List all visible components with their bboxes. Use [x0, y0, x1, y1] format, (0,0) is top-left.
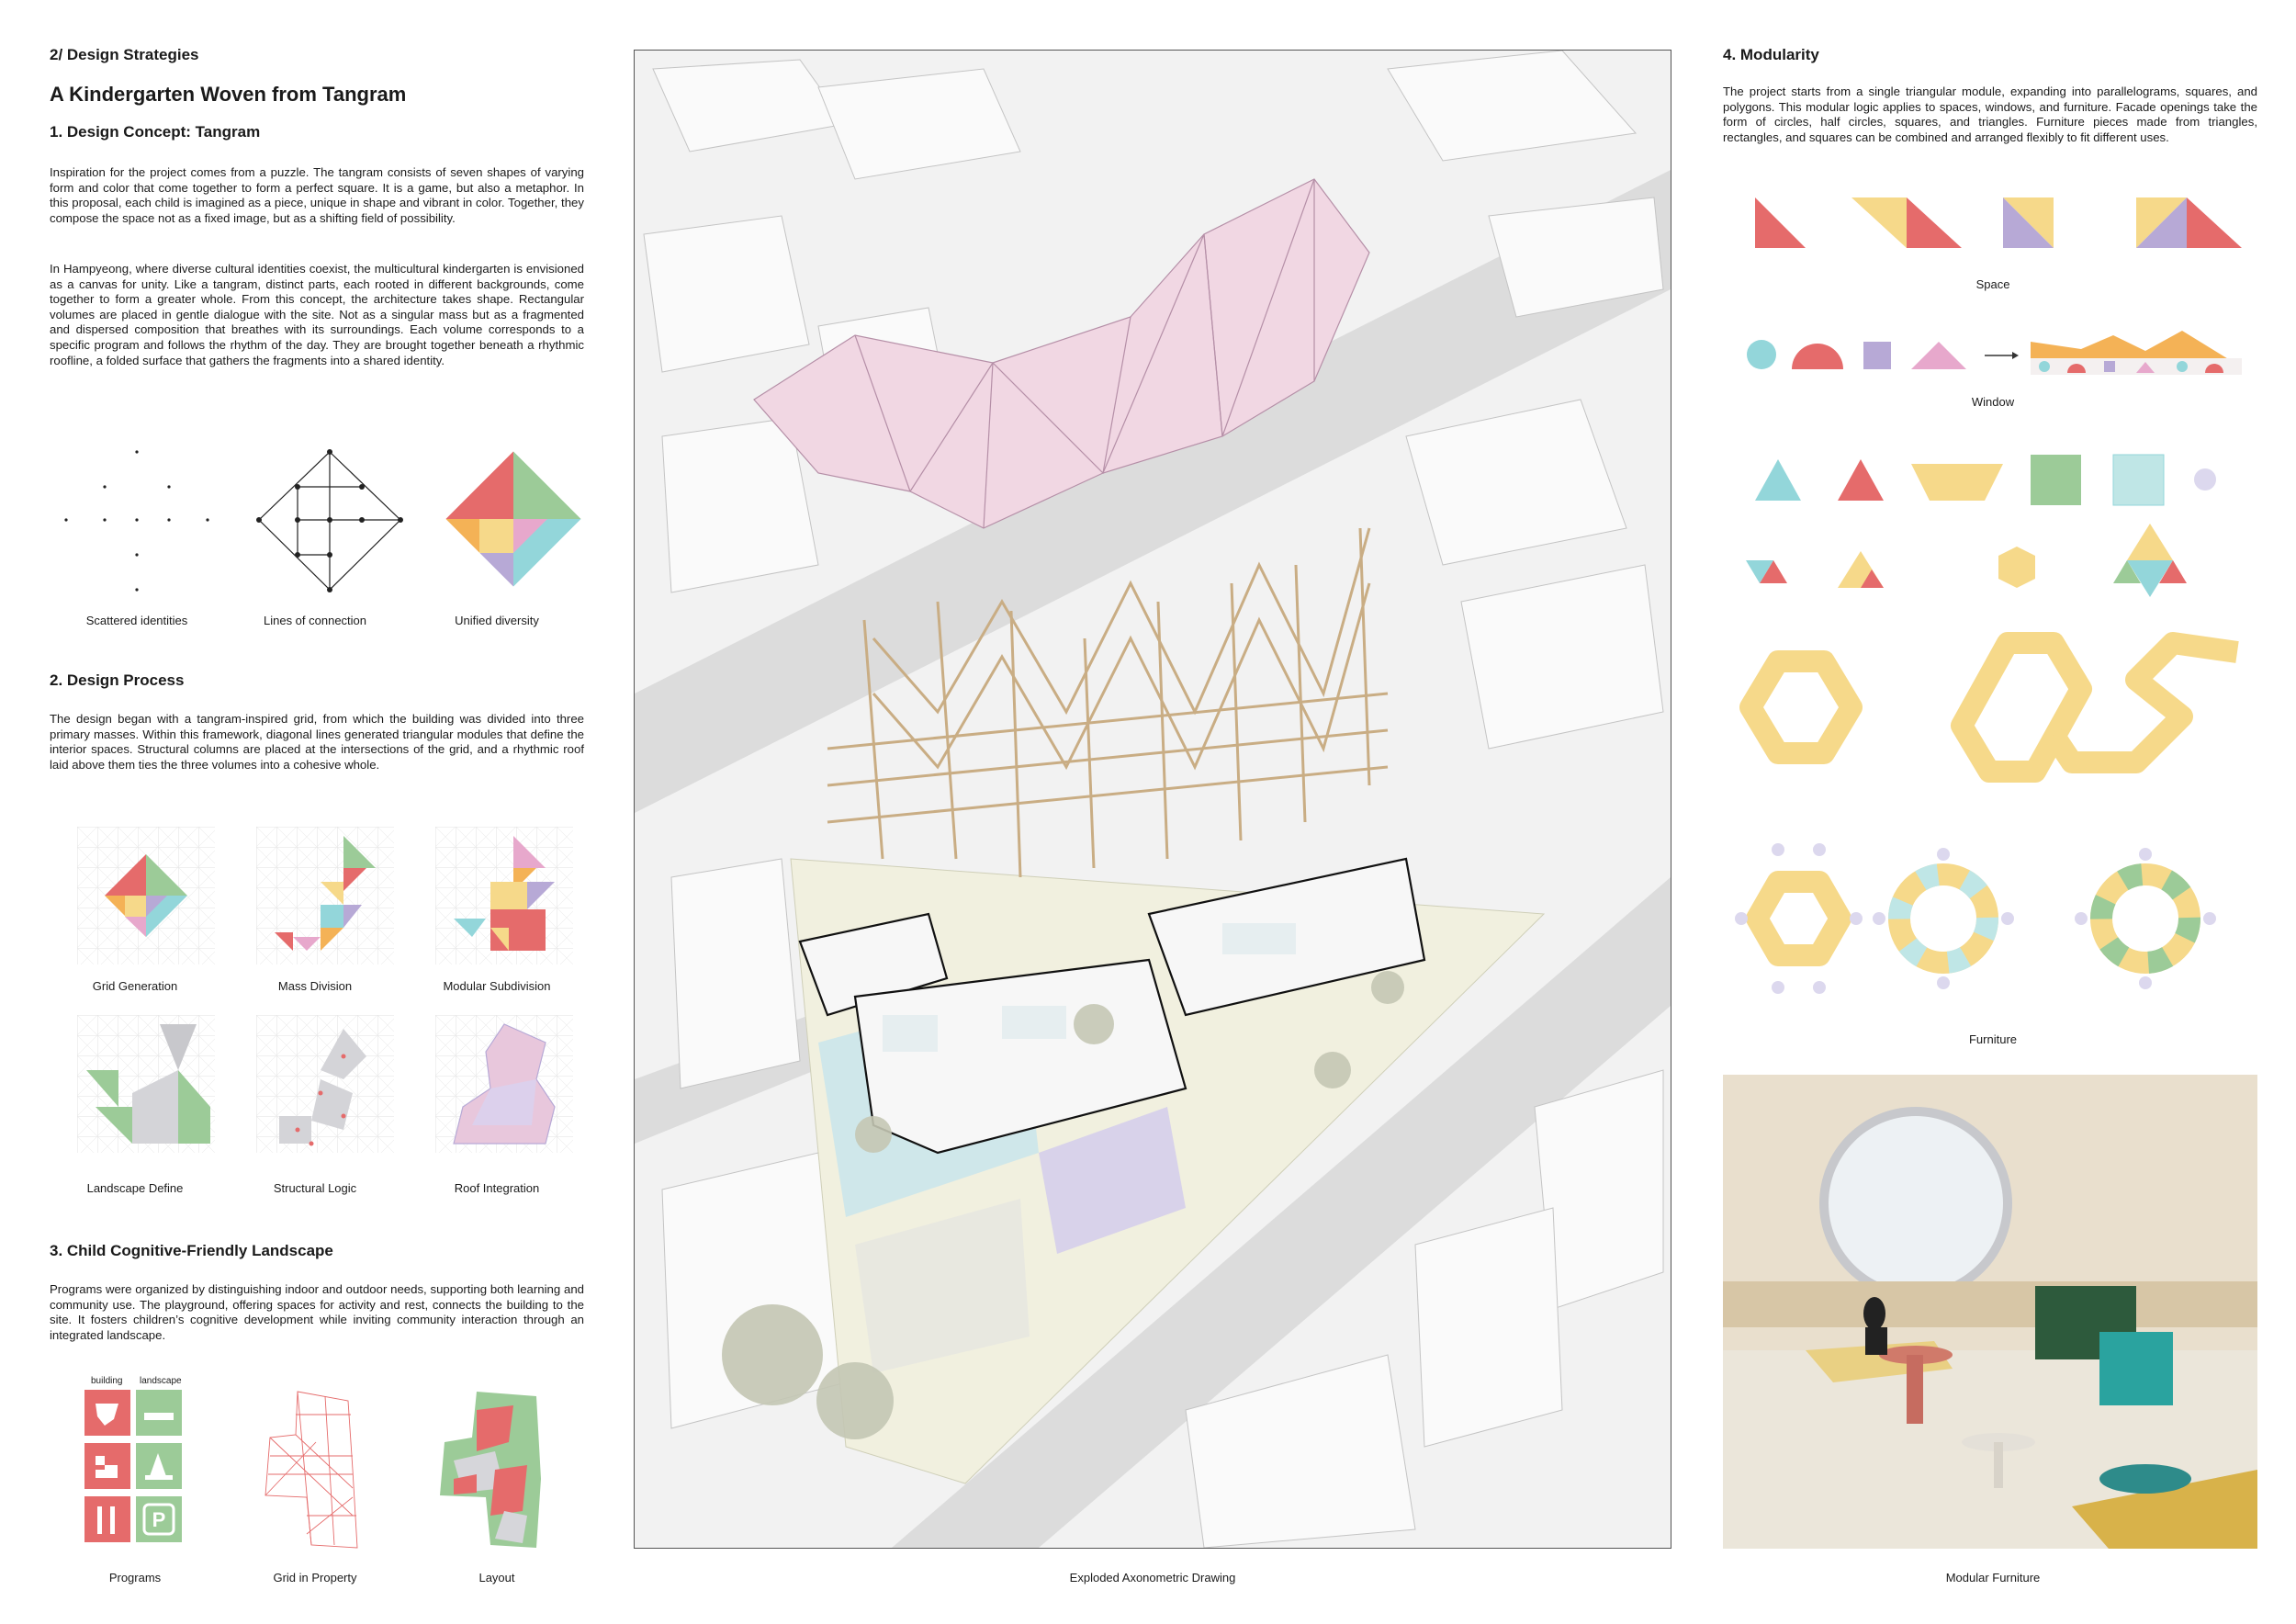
caption-window: Window: [1971, 395, 2015, 409]
caption-furniture: Furniture: [1968, 1032, 2018, 1046]
concept-paragraph-2: In Hampyeong, where diverse cultural identities coexist, the multicultural kindergarten is envisioned as a canvas for unity. Like a tangram, distinct parts, each rooted in different backgrounds, come together to form a greater whole. From this concept, the architecture takes shape. Rectangular volumes are placed in gentle dialogue with the site. Not as a singular mass but as a fragmented and dispersed composition that breathes with its surroundings. Each volume corresponds to a specific program and follows the rhythm of the day. They are brought together beneath a rhythmic roofline, a folded surface that gathers the fragments into a shared identity.: [50, 262, 584, 367]
furniture-combos: [1746, 524, 2187, 597]
window-modules: [1747, 331, 2242, 375]
page-title: A Kindergarten Woven from Tangram: [50, 83, 407, 106]
grid-in-property: [265, 1392, 357, 1548]
process-paragraph: The design began with a tangram-inspired grid, from which the building was divided into three primary masses. Within this framework, diagonal lines generated triangular modules that define the interior spaces. Structural columns are placed at the intersections of the grid, and a rhythmic roof laid above them ties the three volumes into a cohesive whole.: [50, 712, 584, 772]
caption-structural-logic: Structural Logic: [273, 1181, 357, 1195]
layout-diagram: [440, 1392, 541, 1548]
modular-furniture-photo: [1723, 1075, 2257, 1549]
landscape-paragraph: Programs were organized by distinguishing indoor and outdoor needs, supporting both learning and community use. The playground, offering spaces for activity and rest, connects the building to the site. It fosters children’s cognitive development while inviting community interaction through an integrated landscape.: [50, 1282, 584, 1342]
caption-mass-division: Mass Division: [277, 979, 353, 993]
caption-scattered: Scattered identities: [85, 614, 188, 627]
mass-division-panel: [256, 827, 394, 964]
programs-tiles: [84, 1390, 182, 1542]
landscape-diagrams: [50, 1387, 601, 1580]
caption-axonometric: Exploded Axonometric Drawing: [1069, 1571, 1236, 1585]
roof-integration-panel: [435, 1015, 573, 1153]
caption-grid-property: Grid in Property: [273, 1571, 357, 1585]
process-heading: 2. Design Process: [50, 671, 185, 689]
caption-roof-integration: Roof Integration: [454, 1181, 540, 1195]
modularity-heading: 4. Modularity: [1723, 46, 1819, 63]
structural-logic-panel: [256, 1015, 394, 1153]
furniture-pieces: [1755, 455, 2216, 505]
connection-lines-diagram: [256, 449, 403, 592]
caption-photo: Modular Furniture: [1945, 1571, 2041, 1585]
concept-paragraph-1: Inspiration for the project comes from a puzzle. The tangram consists of seven shapes of varying form and color that come together to form a perfect square. It is a game, but also a metaphor. In this proposal, each child is imagined as a piece, unique in shape and vibrant in color. Together, they compose the space not as a fixed image, but as a shifting field of possibility.: [50, 165, 584, 225]
caption-space: Space: [1975, 277, 2010, 291]
caption-landscape-define: Landscape Define: [86, 1181, 184, 1195]
legend-landscape: landscape: [140, 1376, 182, 1386]
unified-tangram-diagram: [445, 450, 582, 588]
landscape-heading: 3. Child Cognitive-Friendly Landscape: [50, 1242, 333, 1259]
caption-grid-generation: Grid Generation: [92, 979, 178, 993]
section-label: 2/ Design Strategies: [50, 46, 199, 63]
space-modules: [1755, 197, 2242, 248]
furniture-loops: [1750, 643, 2237, 772]
parking-letter: P: [152, 1508, 166, 1531]
caption-programs: Programs: [108, 1571, 162, 1585]
modularity-paragraph: The project starts from a single triangular module, expanding into parallelograms, squares, and polygons. This modular logic applies to spaces, windows, and furniture. Facade openings take the form of circles, half circles, squares, and triangles. Furniture pieces made from triangles, rectangles, and squares can be combined and arranged flexibly to fit different uses.: [1723, 85, 2257, 144]
caption-connection: Lines of connection: [263, 614, 367, 627]
scattered-dots-diagram: [64, 450, 208, 591]
caption-layout: Layout: [478, 1571, 515, 1585]
modularity-diagrams: [1723, 184, 2265, 1029]
caption-unified: Unified diversity: [455, 614, 539, 627]
caption-modular-subdivision: Modular Subdivision: [443, 979, 551, 993]
legend-building: building: [91, 1376, 123, 1386]
concept-heading: 1. Design Concept: Tangram: [50, 123, 261, 141]
furniture-rings: [1757, 874, 2189, 963]
landscape-define-panel: [77, 1015, 215, 1153]
process-diagrams: [50, 818, 601, 1222]
exploded-axonometric-drawing: [634, 50, 1671, 1549]
modular-subdivision-panel: [435, 827, 573, 964]
grid-generation-panel: [77, 827, 215, 964]
